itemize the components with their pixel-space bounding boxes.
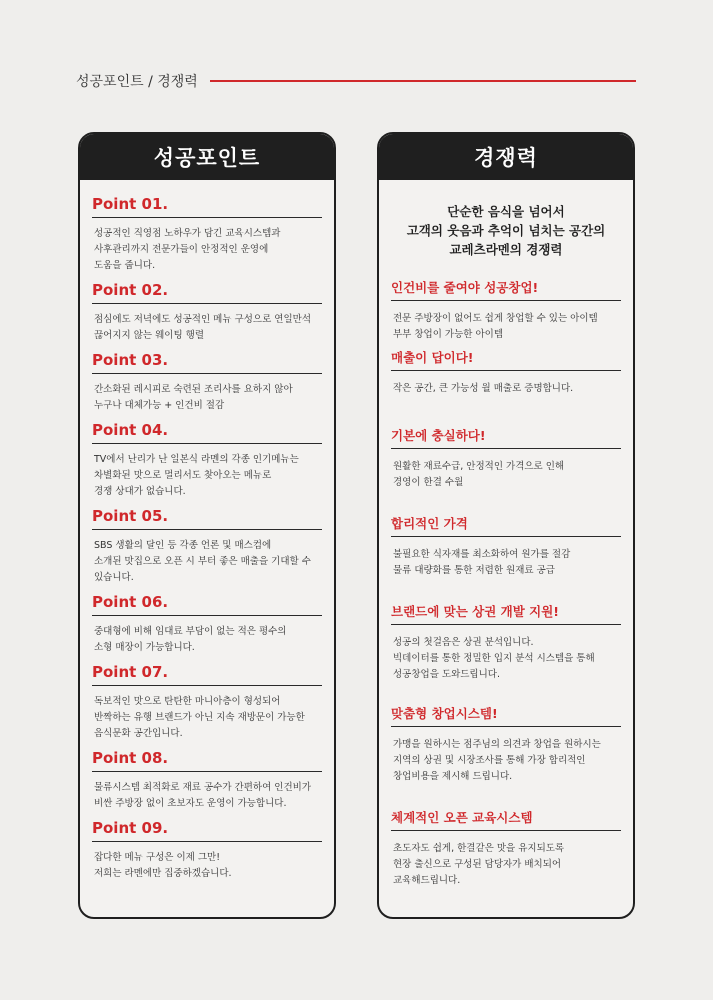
point-text: 물류시스템 최적화로 재료 공수가 간편하여 인건비가 비싼 주방장 없이 초보자도 운영이 가능합니다. [94,782,311,809]
point-label: Point 07. [92,662,322,686]
success-points-list [80,180,334,888]
competitiveness-label: 매출이 답이다! [391,349,621,371]
competitiveness-list [379,279,633,889]
point-item [92,748,322,818]
point-item [92,420,322,506]
competitiveness-title: 경쟁력 [379,134,633,180]
point-label: Point 04. [92,420,322,444]
competitiveness-label: 합리적인 가격 [391,515,621,537]
point-text: SBS 생활의 달인 등 각종 언론 및 매스컴에 소개된 맛집으로 오픈 시 부터 좋은 매출을 기대할 수 있습니다. [94,540,311,583]
competitiveness-label: 맞춤형 창업시스템! [391,705,621,727]
point-label: Point 06. [92,592,322,616]
point-item [92,350,322,420]
success-points-card [78,132,336,919]
point-item [92,592,322,662]
competitiveness-label: 체계적인 오픈 교육시스템 [391,809,621,831]
competitiveness-item [391,279,621,349]
point-text: 성공적인 직영점 노하우가 담긴 교육시스템과 사후관리까지 전문가들이 안정적인 운영에 도움을 줍니다. [94,228,281,271]
header-divider [210,80,636,82]
competitiveness-intro: 단순한 음식을 넘어서 고객의 웃음과 추억이 넘치는 공간의 교레츠라멘의 경쟁력 [406,204,606,257]
point-label: Point 08. [92,748,322,772]
page-header [76,70,636,92]
point-text: 독보적인 맛으로 탄탄한 마니아층이 형성되어 반짝하는 유행 브랜드가 아닌 지속 재방문이 가능한 음식문화 공간입니다. [94,696,305,739]
competitiveness-text: 전문 주방장이 없어도 쉽게 창업할 수 있는 아이템 부부 창업이 가능한 아이템 [393,313,598,340]
competitiveness-item [391,809,621,889]
competitiveness-text: 가맹을 원하시는 점주님의 의견과 창업을 원하시는 지역의 상권 및 시장조사를 통해 가장 합리적인 창업비용을 제시해 드립니다. [393,739,601,782]
competitiveness-text: 작은 공간, 큰 가능성 월 매출로 증명합니다. [393,383,574,394]
competitiveness-item [391,705,621,809]
point-label: Point 03. [92,350,322,374]
competitiveness-card [377,132,635,919]
point-item [92,194,322,280]
point-label: Point 09. [92,818,322,842]
competitiveness-text: 원활한 재료수급, 안정적인 가격으로 인해 경영이 한결 수월 [393,461,565,488]
competitiveness-item [391,427,621,515]
competitiveness-item [391,515,621,603]
point-text: 잡다한 메뉴 구성은 이제 그만! 저희는 라멘에만 집중하겠습니다. [94,852,232,879]
competitiveness-label: 기본에 충실하다! [391,427,621,449]
competitiveness-item [391,349,621,427]
point-text: 중대형에 비해 임대료 부담이 없는 적은 평수의 소형 매장이 가능합니다. [94,626,287,653]
success-points-title: 성공포인트 [80,134,334,180]
point-label: Point 05. [92,506,322,530]
point-text: TV에서 난리가 난 일본식 라멘의 각종 인기메뉴는 차별화된 맛으로 멀리서도 찾아오는 메뉴로 경쟁 상대가 없습니다. [94,454,299,497]
point-text: 간소화된 레시피로 숙련된 조리사를 요하지 않아 누구나 대체가능 + 인건비 절감 [94,384,293,411]
point-text: 점심에도 저녁에도 성공적인 메뉴 구성으로 연일만석 끊어지지 않는 웨이팅 행렬 [94,314,311,341]
point-item [92,818,322,888]
competitiveness-text: 초도자도 쉽게, 한결같은 맛을 유지되도록 현장 출신으로 구성된 담당자가 배치되어 교육해드립니다. [393,843,565,886]
point-item [92,506,322,592]
competitiveness-item [391,603,621,705]
point-label: Point 02. [92,280,322,304]
competitiveness-label: 브랜드에 맞는 상권 개발 지원! [391,603,621,625]
point-label: Point 01. [92,194,322,218]
page-title: 성공포인트 / 경쟁력 [76,74,198,90]
point-item [92,280,322,350]
competitiveness-label: 인건비를 줄여야 성공창업! [391,279,621,301]
competitiveness-text: 불필요한 식자재를 최소화하여 원가를 절감 물류 대량화를 통한 저렴한 원재료 공급 [393,549,571,576]
competitiveness-text: 성공의 첫걸음은 상권 분석입니다. 빅데이터를 통한 정밀한 입지 분석 시스템을 통해 성공창업을 도와드립니다. [393,637,595,680]
point-item [92,662,322,748]
